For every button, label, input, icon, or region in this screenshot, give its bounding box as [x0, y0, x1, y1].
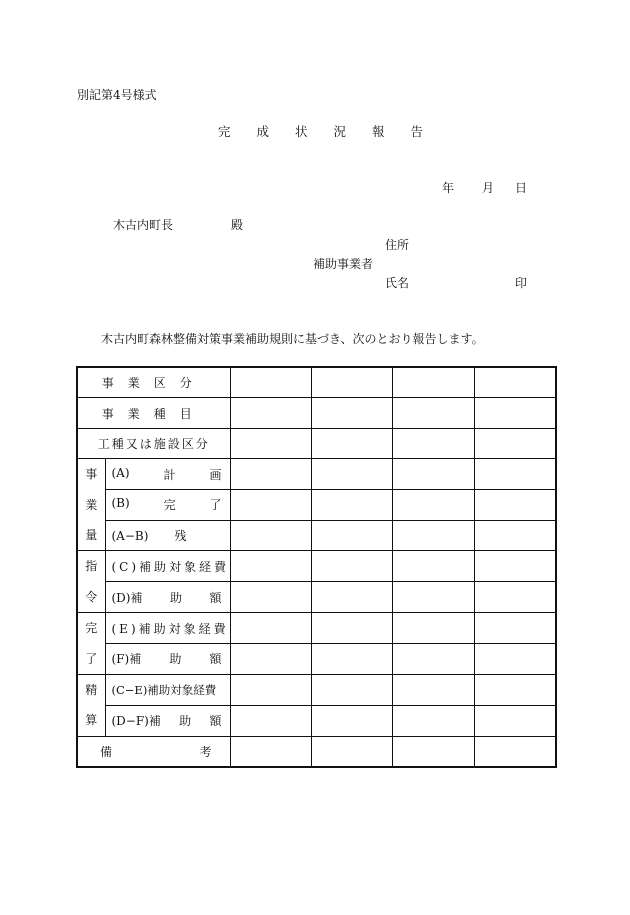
- entry-cell[interactable]: [392, 367, 474, 398]
- group-char: 指: [85, 559, 98, 574]
- item-label-directive-eligible-cost: (C)補助対象経費: [105, 551, 230, 582]
- document-title: 完成状況報告: [218, 124, 450, 139]
- item-label-settlement-eligible-cost: (C−E)補助対象経費: [105, 674, 230, 705]
- address-label: 住所: [385, 238, 410, 252]
- item-code: (A−B): [111, 528, 149, 543]
- item-code: (B): [111, 496, 130, 511]
- entry-cell[interactable]: [230, 428, 311, 458]
- entry-cell[interactable]: [392, 520, 474, 551]
- entry-cell[interactable]: [474, 705, 556, 736]
- seal-label: 印: [515, 276, 528, 290]
- entry-cell[interactable]: [392, 705, 474, 736]
- item-label-completion-eligible-cost: (E)補助対象経費: [105, 613, 230, 644]
- entry-cell[interactable]: [311, 520, 392, 551]
- table-row-volume-remaining: [77, 520, 556, 551]
- entry-cell[interactable]: [392, 613, 474, 644]
- entry-cell[interactable]: [311, 428, 392, 458]
- entry-cell[interactable]: [230, 736, 311, 767]
- entry-cell[interactable]: [230, 644, 311, 675]
- name-label: 氏名: [385, 276, 410, 290]
- entry-cell[interactable]: [392, 459, 474, 490]
- entry-cell[interactable]: [474, 736, 556, 767]
- table-row-business-type: [77, 398, 556, 428]
- item-label-directive-subsidy: [105, 582, 230, 613]
- entry-cell[interactable]: [311, 736, 392, 767]
- entry-cell[interactable]: [474, 674, 556, 705]
- table-row-settlement-subsidy: [77, 705, 556, 736]
- entry-cell[interactable]: [392, 736, 474, 767]
- table-row-directive-cost: [77, 551, 556, 582]
- group-label-directive: [77, 551, 105, 613]
- group-char: 了: [85, 651, 98, 666]
- table-row-business-category: [77, 367, 556, 398]
- remarks-char: 備: [100, 744, 113, 759]
- entry-cell[interactable]: [392, 489, 474, 520]
- row-label-business-type: 事業種目: [77, 398, 230, 428]
- entry-cell[interactable]: [311, 613, 392, 644]
- item-label-completion-subsidy: [105, 644, 230, 675]
- entry-cell[interactable]: [392, 551, 474, 582]
- entry-cell[interactable]: [311, 489, 392, 520]
- item-word: 了: [209, 498, 222, 513]
- item-label-remaining: [105, 520, 230, 551]
- group-label-completion: [77, 613, 105, 675]
- item-word: 完: [163, 498, 176, 513]
- entry-cell[interactable]: [474, 489, 556, 520]
- remarks-char: 考: [199, 744, 212, 759]
- group-label-settlement: [77, 674, 105, 736]
- group-char: 令: [85, 589, 98, 604]
- row-label-remarks: [77, 736, 230, 767]
- form-number: 別記第4号様式: [77, 88, 157, 102]
- addressee: 木古内町長: [113, 218, 174, 232]
- table-row-completion-cost: [77, 613, 556, 644]
- item-label-complete: [105, 489, 230, 520]
- item-word: 計: [163, 467, 176, 482]
- entry-cell[interactable]: [311, 551, 392, 582]
- entry-cell[interactable]: [474, 582, 556, 613]
- entry-cell[interactable]: [392, 398, 474, 428]
- item-code: (D)補: [111, 590, 143, 605]
- entry-cell[interactable]: [230, 459, 311, 490]
- item-word: 画: [209, 467, 222, 482]
- row-label-business-category: 事業区分: [77, 367, 230, 398]
- entry-cell[interactable]: [311, 582, 392, 613]
- entry-cell[interactable]: [474, 520, 556, 551]
- table-row-settlement-cost: [77, 674, 556, 705]
- report-statement: 木古内町森林整備対策事業補助規則に基づき、次のとおり報告します。: [101, 332, 484, 346]
- item-code: (F)補: [111, 652, 142, 667]
- table-row-directive-subsidy: [77, 582, 556, 613]
- table-row-volume-complete: [77, 489, 556, 520]
- entry-cell[interactable]: [474, 367, 556, 398]
- table-row-remarks: [77, 736, 556, 767]
- item-label-settlement-subsidy: [105, 705, 230, 736]
- item-word: 残: [174, 528, 187, 543]
- item-word: 助: [169, 590, 182, 605]
- entry-cell[interactable]: [474, 398, 556, 428]
- entry-cell[interactable]: [230, 674, 311, 705]
- entry-cell[interactable]: [230, 489, 311, 520]
- entry-cell[interactable]: [392, 428, 474, 458]
- honorific: 殿: [231, 218, 244, 232]
- item-word: 額: [209, 652, 222, 667]
- item-label-plan: [105, 459, 230, 490]
- entry-cell[interactable]: [474, 644, 556, 675]
- applicant-label: 補助事業者: [313, 257, 374, 271]
- entry-cell[interactable]: [392, 582, 474, 613]
- entry-cell[interactable]: [311, 705, 392, 736]
- entry-cell[interactable]: [311, 644, 392, 675]
- entry-cell[interactable]: [230, 551, 311, 582]
- entry-cell[interactable]: [392, 674, 474, 705]
- item-word: 助: [179, 714, 192, 729]
- entry-cell[interactable]: [311, 674, 392, 705]
- group-char: 事: [85, 467, 98, 482]
- item-code: (D−F)補: [111, 714, 161, 729]
- item-code: (A): [111, 465, 130, 480]
- table-row-work-type: [77, 428, 556, 458]
- group-char: 精: [85, 682, 98, 697]
- entry-cell[interactable]: [311, 398, 392, 428]
- row-label-work-type: 工種又は施設区分: [77, 428, 230, 458]
- item-word: 助: [169, 652, 182, 667]
- entry-cell[interactable]: [474, 428, 556, 458]
- entry-cell[interactable]: [474, 551, 556, 582]
- date-day-label: 日: [515, 181, 528, 195]
- entry-cell[interactable]: [311, 459, 392, 490]
- entry-cell[interactable]: [230, 705, 311, 736]
- table-row-volume-plan: [77, 459, 556, 490]
- entry-cell[interactable]: [474, 459, 556, 490]
- entry-cell[interactable]: [230, 367, 311, 398]
- entry-cell[interactable]: [392, 644, 474, 675]
- group-char: 算: [85, 713, 98, 728]
- entry-cell[interactable]: [311, 367, 392, 398]
- group-label-volume: [77, 459, 105, 551]
- entry-cell[interactable]: [230, 613, 311, 644]
- date-month-label: 月: [482, 181, 495, 195]
- entry-cell[interactable]: [230, 582, 311, 613]
- item-word: 額: [209, 590, 222, 605]
- group-char: 業: [85, 497, 98, 512]
- group-char: 完: [85, 621, 98, 636]
- entry-cell[interactable]: [230, 398, 311, 428]
- item-word: 額: [209, 714, 222, 729]
- date-year-label: 年: [442, 181, 455, 195]
- entry-cell[interactable]: [230, 520, 311, 551]
- group-char: 量: [85, 527, 98, 542]
- entry-cell[interactable]: [474, 613, 556, 644]
- report-table: [76, 366, 557, 768]
- table-row-completion-subsidy: [77, 644, 556, 675]
